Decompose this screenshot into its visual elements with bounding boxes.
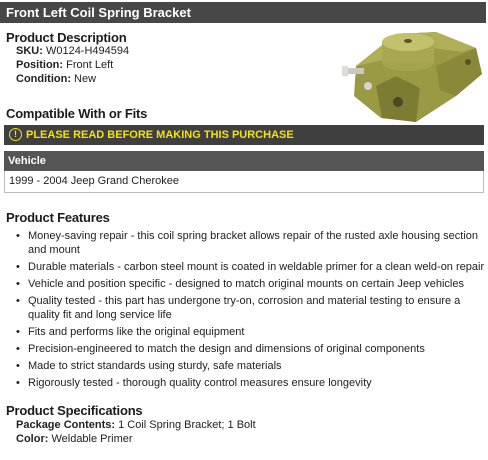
color-line — [16, 433, 133, 445]
product-image — [336, 26, 486, 127]
vehicle-row: 1999 - 2004 Jeep Grand Cherokee — [4, 171, 484, 193]
product-features-heading: Product Features — [6, 210, 110, 225]
position-value: Front Left — [66, 59, 114, 71]
sku-label: SKU: — [16, 45, 43, 57]
package-contents-value: 1 Coil Spring Bracket; 1 Bolt — [118, 419, 256, 431]
page-title: Front Left Coil Spring Bracket — [0, 2, 486, 23]
list-item: • Quality tested - this part has undergone try-on, corrosion and material testing to ensure a quality fit and long service life — [14, 294, 486, 322]
list-item: • Made to strict standards using sturdy, safe materials — [14, 359, 486, 373]
sku-line — [16, 45, 129, 57]
coil-spring-bracket-photo — [336, 26, 486, 124]
list-item: • Vehicle and position specific - designed to match original mounts on certain Jeep vehicles — [14, 277, 486, 291]
product-description-heading: Product Description — [6, 30, 127, 45]
product-specifications-heading: Product Specifications — [6, 403, 143, 418]
condition-label: Condition: — [16, 73, 71, 85]
warning-text: PLEASE READ BEFORE MAKING THIS PURCHASE — [26, 129, 294, 141]
position-line — [16, 59, 113, 71]
package-contents-line — [16, 419, 256, 431]
condition-line — [16, 73, 96, 85]
list-item: • Rigorously tested - thorough quality control measures ensure longevity — [14, 376, 486, 390]
list-item: • Fits and performs like the original equipment — [14, 325, 486, 339]
color-value: Weldable Primer — [51, 433, 133, 445]
list-item: • Precision-engineered to match the design and dimensions of original components — [14, 342, 486, 356]
vehicle-column-header: Vehicle — [4, 151, 484, 171]
purchase-warning-banner — [4, 125, 484, 145]
color-label: Color: — [16, 433, 49, 445]
list-item: • Money-saving repair - this coil spring bracket allows repair of the rusted axle housing section and mount — [14, 229, 486, 257]
package-contents-label: Package Contents: — [16, 419, 116, 431]
position-label: Position: — [16, 59, 64, 71]
list-item: • Durable materials - carbon steel mount is coated in weldable primer for a clean weld-on repair — [14, 260, 486, 274]
features-list — [14, 229, 486, 393]
sku-value: W0124-H494594 — [45, 45, 130, 57]
condition-value: New — [74, 73, 97, 85]
compatibility-heading: Compatible With or Fits — [6, 106, 148, 121]
exclamation-circle-icon: ! — [9, 128, 22, 141]
